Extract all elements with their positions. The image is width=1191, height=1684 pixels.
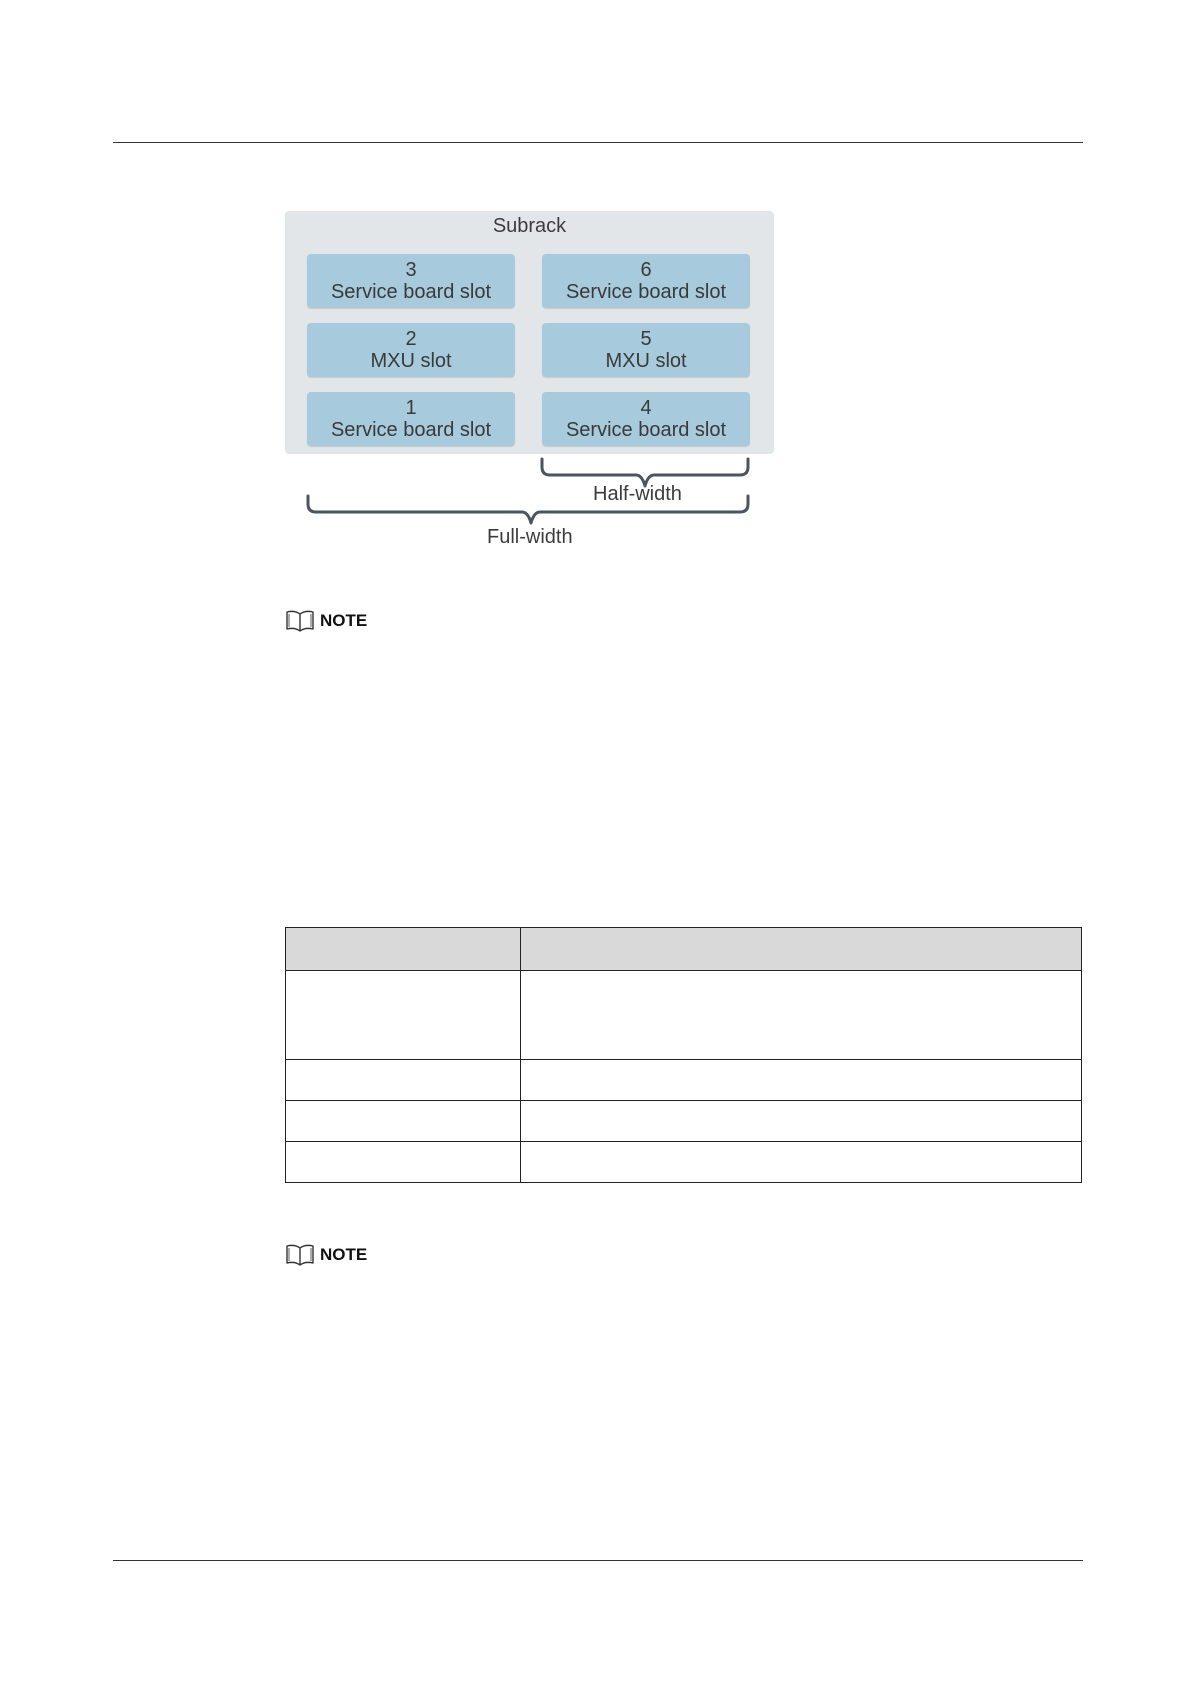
slot-label: Service board slot xyxy=(330,281,492,303)
table-row xyxy=(286,971,1082,1060)
table-row xyxy=(286,1142,1082,1183)
table-cell xyxy=(521,1142,1082,1183)
slot-number: 6 xyxy=(640,259,652,281)
table-cell xyxy=(521,1101,1082,1142)
table-row xyxy=(286,1060,1082,1101)
slot-number: 3 xyxy=(405,259,417,281)
slot-label: Service board slot xyxy=(565,281,727,303)
full-width-label: Full-width xyxy=(487,526,573,548)
table-row xyxy=(286,1101,1082,1142)
table-cell xyxy=(521,971,1082,1060)
note-label: NOTE xyxy=(320,611,368,630)
note-callout xyxy=(285,1243,367,1267)
book-icon xyxy=(285,1243,315,1267)
subrack-title: Subrack xyxy=(492,215,567,237)
half-width-label: Half-width xyxy=(593,483,682,505)
note-label: NOTE xyxy=(320,1245,368,1264)
table-cell xyxy=(286,1101,521,1142)
slot-number: 5 xyxy=(640,328,652,350)
slot-number: 2 xyxy=(405,328,417,350)
slot-number: 4 xyxy=(640,397,652,419)
footer-rule xyxy=(113,1560,1083,1561)
table-cell xyxy=(286,1142,521,1183)
table-header-row xyxy=(286,928,1082,971)
spec-table xyxy=(285,927,1082,1183)
table-cell xyxy=(286,1060,521,1101)
slot-label: MXU slot xyxy=(370,350,452,372)
book-icon xyxy=(285,609,315,633)
slot-label: Service board slot xyxy=(330,419,492,441)
table-header-cell xyxy=(521,928,1082,971)
note-callout xyxy=(285,609,367,633)
slot-label: MXU slot xyxy=(605,350,687,372)
half-width-bracket xyxy=(542,459,748,486)
table-cell xyxy=(521,1060,1082,1101)
slot-label: Service board slot xyxy=(565,419,727,441)
table-cell xyxy=(286,971,521,1060)
full-width-bracket xyxy=(308,496,748,523)
slot-number: 1 xyxy=(405,397,417,419)
table-header-cell xyxy=(286,928,521,971)
